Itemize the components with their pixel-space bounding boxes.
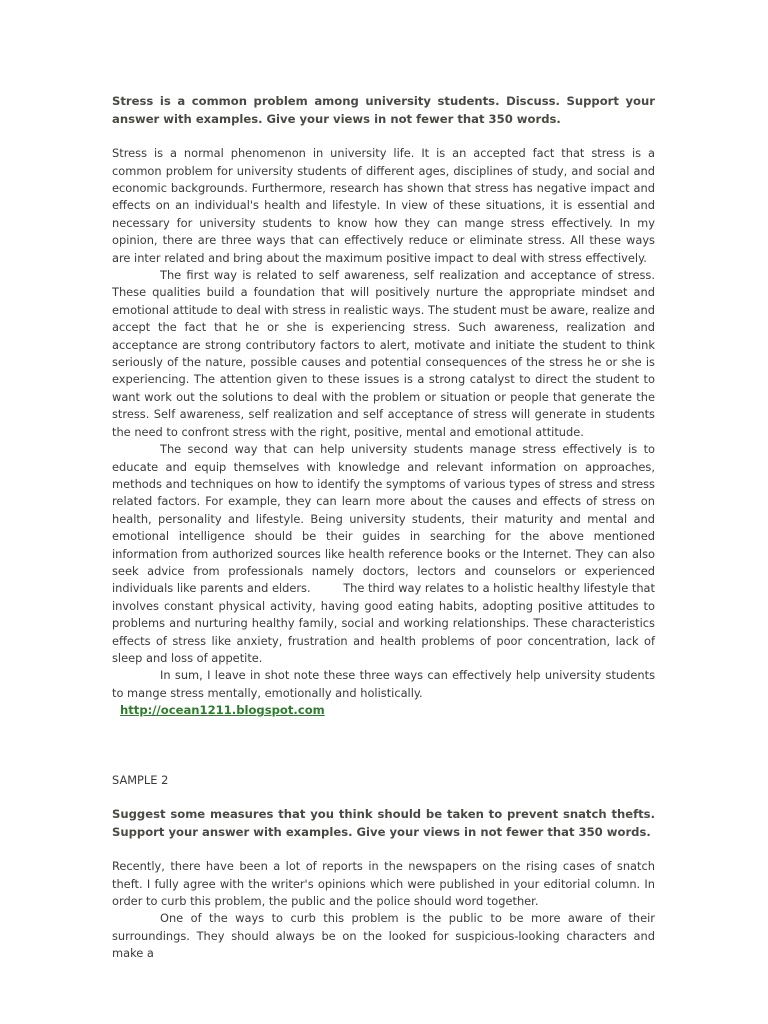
sample1-paragraph-conclusion: In sum, I leave in shot note these three ways can effectively help university students to mange stress mentally, emotionally and holistically. bbox=[112, 668, 655, 700]
document-body bbox=[112, 93, 655, 963]
sample2-paragraph-intro: Recently, there have been a lot of reports in the newspapers on the rising cases of snatch theft. I fully agree with the writer's opinions which were published in your editorial column. In order to curb this problem, the public and the police should word together. bbox=[112, 859, 655, 908]
sample2-question: Suggest some measures that you think should be taken to prevent snatch thefts. Support your answer with examples. Give your views in not fewer that 350 words. bbox=[112, 807, 655, 839]
sample1-question: Stress is a common problem among university students. Discuss. Support your answer with examples. Give your views in not fewer that 350 words. bbox=[112, 94, 655, 126]
sample2-label: SAMPLE 2 bbox=[112, 772, 169, 787]
sample1-paragraph-first-way: The first way is related to self awareness, self realization and acceptance of stress. These qualities build a foundation that will positively nurture the appropriate mindset and emotional attitude to deal with stress in realistic ways. The student must be aware, realize and accept the fact that he or she is experiencing stress. Such awareness, realization and acceptance are strong contributory factors to alert, motivate and initiate the student to think seriously of the nature, possible causes and potential consequences of the stress he or she is experiencing. The attention given to these issues is a strong catalyst to direct the student to want work out the solutions to deal with the problem or situation or people that generate the stress. Self awareness, self realization and self acceptance of stress will generate in students the need to confront stress with the right, positive, mental and emotional attitude. bbox=[112, 268, 655, 439]
sample1-paragraph-intro: Stress is a normal phenomenon in university life. It is an accepted fact that stress is a common problem for university students of different ages, disciplines of study, and social and economic backgrounds. Furthermore, research has shown that stress has negative impact and effects on an individual's health and lifestyle. In view of these situations, it is essential and necessary for university students to know how they can mange stress effectively. In my opinion, there are three ways that can effectively reduce or eliminate stress. All these ways are inter related and bring about the maximum positive impact to deal with stress effectively. bbox=[112, 146, 655, 265]
sample1-paragraph-second-way: The second way that can help university students manage stress effectively is to educate and equip themselves with knowledge and relevant information on approaches, methods and techniques on how to identify the symptoms of various types of stress and stress related factors. For example, they can learn more about the causes and effects of stress on health, personality and lifestyle. Being university students, their maturity and mental and emotional intelligence should be their guides in searching for the above mentioned information from authorized sources like health reference books or the Internet. They can also seek advice from professionals namely doctors, lectors and counselors or experienced individuals like parents and elders. The third way relates to a holistic healthy lifestyle that involves constant physical activity, having good eating habits, adopting positive attitudes to problems and nurturing healthy family, social and working relationships. These characteristics effects of stress like anxiety, frustration and health problems of poor concentration, lack of sleep and loss of appetite. bbox=[112, 442, 655, 665]
blog-link[interactable]: http://ocean1211.blogspot.com bbox=[120, 703, 325, 718]
sample2-paragraph-first-way: One of the ways to curb this problem is the public to be more aware of their surroundings. They should always be on the looked for suspicious-looking characters and make a bbox=[112, 911, 655, 961]
